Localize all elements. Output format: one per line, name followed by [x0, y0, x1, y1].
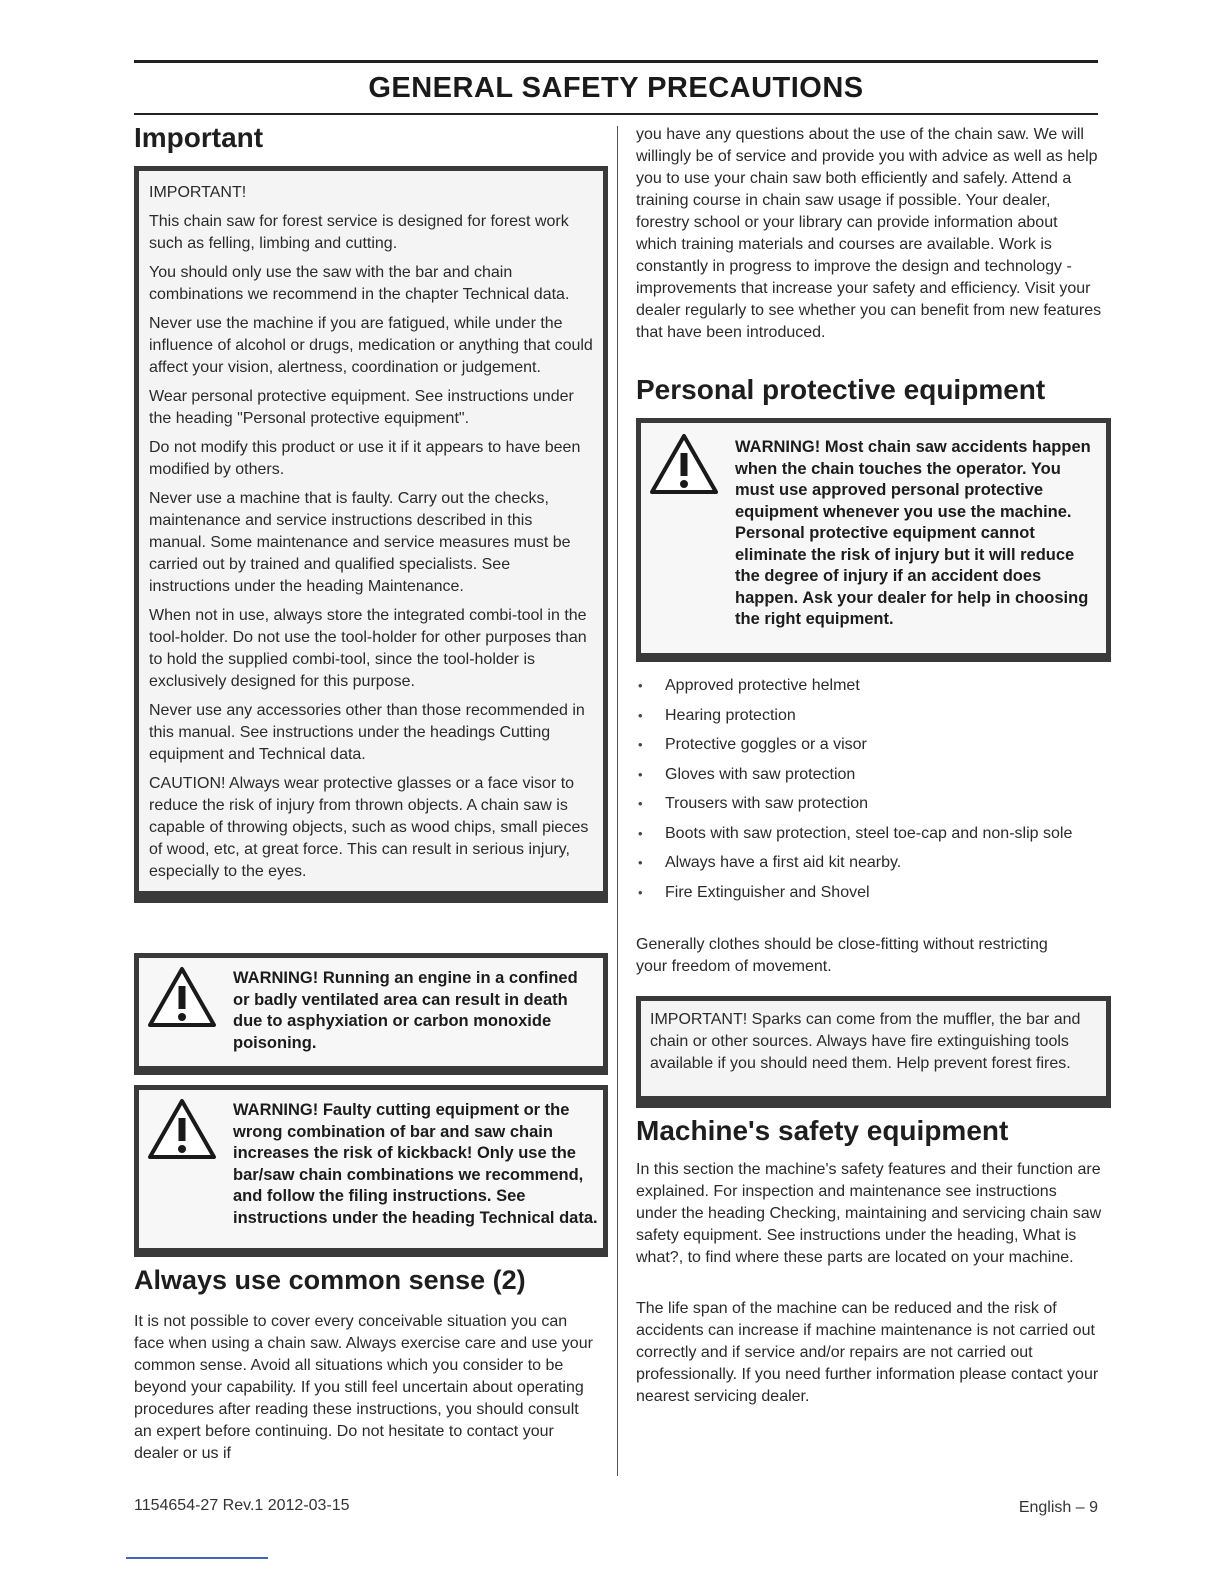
important-box-line: IMPORTANT! — [149, 184, 247, 201]
ppe-heading: Personal protective equipment — [636, 374, 1046, 405]
page-number: English – 9 — [1018, 1499, 1098, 1516]
list-item: • Trousers with saw protection — [636, 793, 1106, 815]
warning-ppe-text: WARNING! Most chain saw accidents happen when the chain touches the operator. You must use approved personal protective equipment whenever you use the machine. Personal protective equipment cannot eliminate the risk of injury but it will reduce the degree of injury if an accident does happen. Ask your dealer for help in choosing the right equipment. — [735, 438, 1091, 628]
warning-triangle-icon — [147, 1098, 217, 1160]
bottom-rule — [126, 1557, 268, 1559]
ppe-list — [636, 675, 1106, 911]
clothing-text: Generally clothes should be close-fitting without restricting your freedom of movement. — [636, 936, 1048, 975]
common-sense-heading: Always use common sense (2) — [134, 1265, 526, 1295]
list-item: • Approved protective helmet — [636, 675, 1106, 697]
important-box-line: Wear personal protective equipment. See instructions under the heading "Personal protective equipment". — [149, 388, 574, 427]
list-item: • Gloves with saw protection — [636, 764, 1106, 786]
important-box — [134, 166, 608, 903]
important-box-line: This chain saw for forest service is designed for forest work such as felling, limbing and cutting. — [149, 213, 569, 252]
warning-triangle-icon — [147, 966, 217, 1028]
page-title-bar — [134, 60, 1098, 115]
warning-faulty-equipment-box — [134, 1085, 608, 1257]
warning-ppe-box — [636, 418, 1111, 662]
important-box-line: Do not modify this product or use it if it appears to have been modified by others. — [149, 439, 581, 478]
machine-safety-text-1: In this section the machine's safety features and their function are explained. For inspection and maintenance see instructions under the heading Checking, maintaining and servicing chain saw safety equipment. See instructions under the heading, What is what?, to find where these parts are located on your machine. — [636, 1161, 1102, 1266]
important-box-line: Never use any accessories other than those recommended in this manual. See instructions under the headings Cutting equipment and Technical data. — [149, 702, 585, 763]
list-item: • Hearing protection — [636, 705, 1106, 727]
important-box-line: Never use a machine that is faulty. Carry out the checks, maintenance and service instructions described in this manual. Some maintenance and service measures must be carried out by trained and qualified specialists. See instructions under the heading Maintenance. — [149, 490, 571, 595]
sparks-important-box — [636, 996, 1111, 1108]
machine-safety-text-2: The life span of the machine can be reduced and the risk of accidents can increase if machine maintenance is not carried out correctly and if service and/or repairs are not carried out professionally. If you need further information please contact your nearest servicing dealer. — [636, 1300, 1099, 1405]
document-id: 1154654-27 Rev.1 2012-03-15 — [134, 1497, 350, 1514]
important-box-line: When not in use, always store the integrated combi-tool in the tool-holder. Do not use the tool-holder for other purposes than to hold the supplied combi-tool, since the tool-holder is exclusively designed for this purpose. — [149, 607, 587, 690]
list-item: • Boots with saw protection, steel toe-cap and non-slip sole — [636, 823, 1105, 845]
list-item: • Always have a first aid kit nearby. — [636, 852, 1106, 874]
warning-asphyxiation-box — [134, 953, 608, 1075]
list-item: • Fire Extinguisher and Shovel — [636, 882, 1106, 904]
important-box-line: You should only use the saw with the bar and chain combinations we recommend in the chapter Technical data. — [149, 264, 570, 303]
common-sense-text: It is not possible to cover every conceivable situation you can face when using a chain saw. Always exercise care and use your common sense. Avoid all situations which you consider to be beyond your capability. If you still feel uncertain about operating procedures after reading these instructions, you should consult an expert before continuing. Do not hesitate to contact your dealer or us if — [134, 1313, 593, 1462]
column-divider — [617, 126, 618, 1476]
warning-faulty-equipment-text: WARNING! Faulty cutting equipment or the wrong combination of bar and saw chain increases the risk of kickback! Only use the bar/saw chain combinations we recommend, and follow the filing instructions. See instructions under the heading Technical data. — [233, 1101, 598, 1227]
important-heading: Important — [134, 122, 264, 153]
warning-triangle-icon — [649, 433, 719, 495]
important-box-line: CAUTION! Always wear protective glasses or a face visor to reduce the risk of injury from thrown objects. A chain saw is capable of throwing objects, such as wood chips, small pieces of wood, etc, at great force. This can result in serious injury, especially to the eyes. — [149, 775, 589, 880]
continued-text: you have any questions about the use of the chain saw. We will willingly be of service and provide you with advice as well as help you to use your chain saw both efficiently and safely. Attend a training course in chain saw usage if possible. Your dealer, forestry school or your library can provide information about which training materials and courses are available. Work is constantly in progress to improve the design and technology - improvements that increase your safety and efficiency. Visit your dealer regularly to see whether you can benefit from new features that have been introduced. — [636, 126, 1102, 341]
important-box-line: Never use the machine if you are fatigued, while under the influence of alcohol or drugs, medication or anything that could affect your vision, alertness, coordination or judgement. — [149, 315, 593, 376]
machine-safety-heading: Machine's safety equipment — [636, 1115, 1009, 1146]
page-title: GENERAL SAFETY PRECAUTIONS — [368, 72, 864, 104]
list-item: • Protective goggles or a visor — [636, 734, 1106, 756]
warning-asphyxiation-text: WARNING! Running an engine in a confined or badly ventilated area can result in death due to asphyxiation or carbon monoxide poisoning. — [233, 969, 578, 1052]
sparks-important-text: IMPORTANT! Sparks can come from the muffler, the bar and chain or other sources. Always have fire extinguishing tools available if you should need them. Help prevent forest fires. — [650, 1011, 1081, 1072]
